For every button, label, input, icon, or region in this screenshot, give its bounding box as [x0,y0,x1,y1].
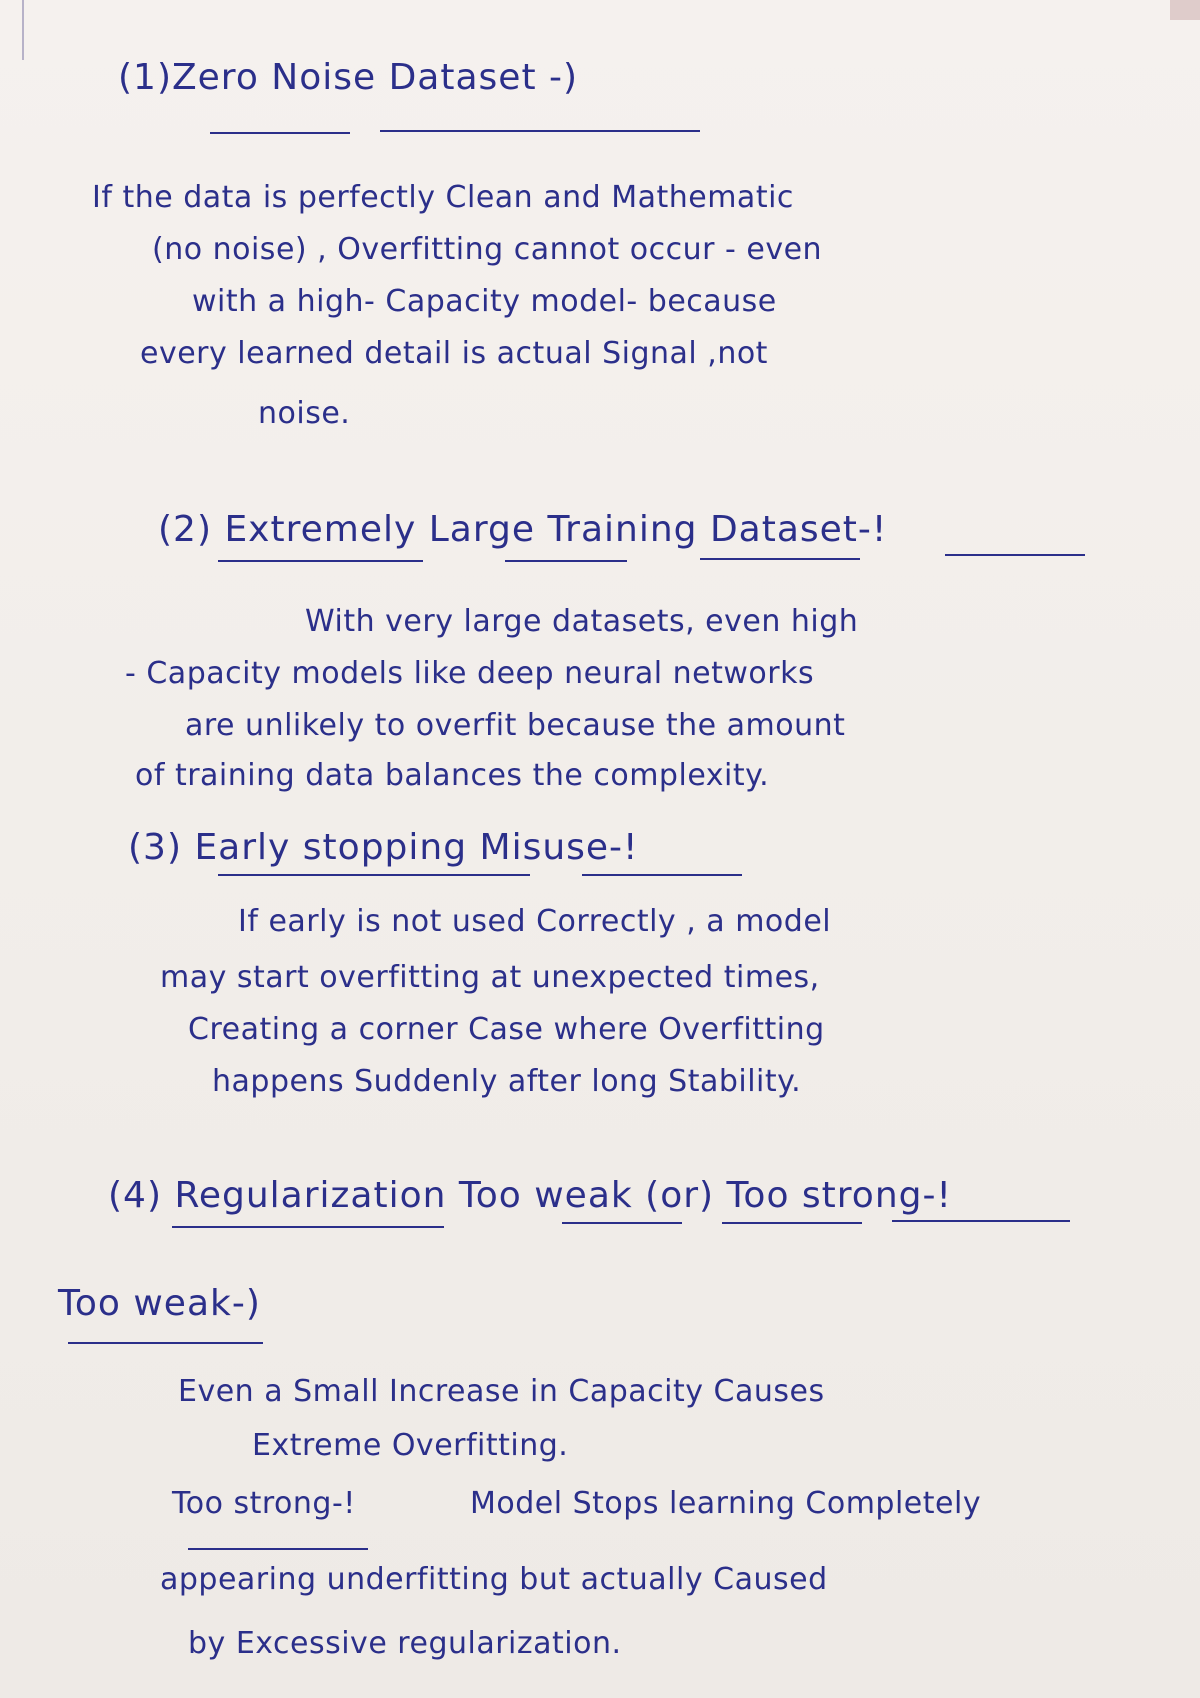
section-1-line-2: (no noise) , Overfitting cannot occur - even [152,232,823,267]
section-3-heading: (3) Early stopping Misuse-! [128,827,639,868]
section-3-line-4: happens Suddenly after long Stability. [212,1064,802,1099]
page-corner-shade [1170,0,1200,20]
section-3-line-3: Creating a corner Case where Overfitting [188,1012,825,1047]
section-1-heading: (1)Zero Noise Dataset -) [118,57,579,98]
too-strong-label-underline [188,1548,368,1550]
section-3-line-2: may start overfitting at unexpected times, [160,960,820,995]
section-2-heading-underline-3 [700,558,860,560]
too-weak-line-2: Extreme Overfitting. [252,1428,569,1463]
section-1-heading-underline-2 [380,130,700,132]
section-2-line-3: are unlikely to overfit because the amount [185,708,846,743]
margin-line [22,0,24,60]
too-weak-line-1: Even a Small Increase in Capacity Causes [178,1374,825,1409]
section-1-line-3: with a high- Capacity model- because [192,284,777,319]
too-strong-label: Too strong-! [172,1486,356,1521]
too-strong-line-2: appearing underfitting but actually Caused [160,1562,828,1597]
too-weak-label: Too weak-) [58,1283,261,1324]
section-1-heading-underline [210,132,350,134]
section-3-heading-underline-2 [582,874,742,876]
section-2-line-2: - Capacity models like deep neural networks [125,656,815,691]
section-2-heading-underline-2 [505,560,627,562]
section-4-heading-underline-2 [562,1222,682,1224]
section-2-heading: (2) Extremely Large Training Dataset-! [158,509,888,550]
too-strong-line-3: by Excessive regularization. [188,1626,622,1661]
section-4-heading-underline-3 [722,1222,862,1224]
section-3-heading-underline [218,874,530,876]
section-4-heading-underline [172,1226,444,1228]
section-4-heading-underline-4 [892,1220,1070,1222]
section-1-line-4: every learned detail is actual Signal ,not [140,336,768,371]
section-1-line-1: If the data is perfectly Clean and Mathematic [92,180,794,215]
too-weak-label-underline [68,1342,263,1344]
too-strong-line-1: Model Stops learning Completely [470,1486,982,1521]
section-1-line-5: noise. [258,396,351,431]
section-2-heading-underline-4 [945,554,1085,556]
section-2-line-1: With very large datasets, even high [305,604,859,639]
section-2-line-4: of training data balances the complexity. [135,758,770,793]
section-4-heading: (4) Regularization Too weak (or) Too strong-! [108,1175,952,1216]
section-2-heading-underline [218,560,423,562]
section-3-line-1: If early is not used Correctly , a model [238,904,832,939]
